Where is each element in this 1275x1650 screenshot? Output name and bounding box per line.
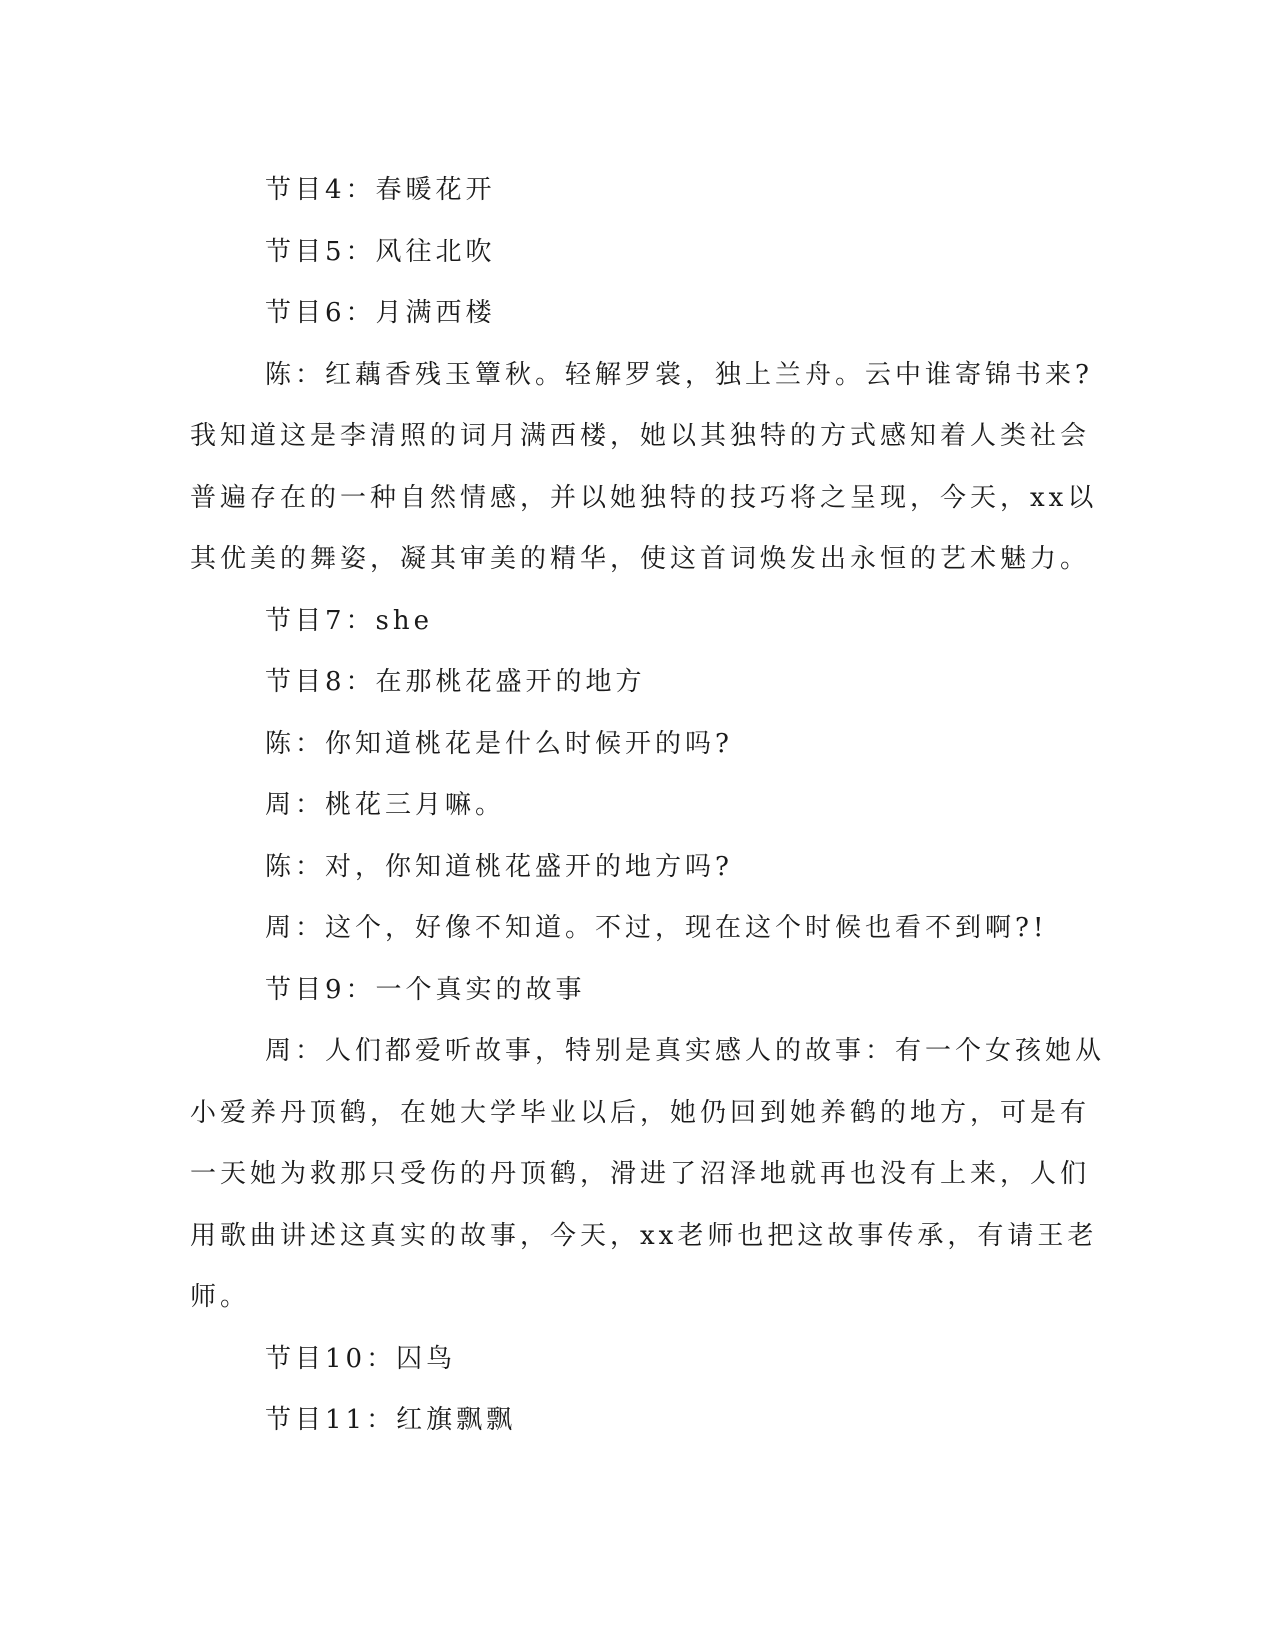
paragraph-line: 普遍存在的一种自然情感，并以她独特的技巧将之呈现，今天，xx以 — [190, 482, 1098, 513]
paragraph-line: 一天她为救那只受伤的丹顶鹤，滑进了沼泽地就再也没有上来，人们 — [190, 1159, 1091, 1189]
zhou-story-line: 周：人们都爱听故事，特别是真实感人的故事：有一个女孩她从 — [265, 1036, 1106, 1066]
program-5-line: 节目5：风往北吹 — [265, 236, 496, 267]
document-body — [190, 160, 1106, 1452]
program-8-line: 节目8：在那桃花盛开的地方 — [265, 667, 646, 697]
paragraph-line: 我知道这是李清照的词月满西楼，她以其独特的方式感知着人类社会 — [190, 421, 1091, 451]
dialogue-line-chen: 陈：你知道桃花是什么时候开的吗? — [265, 728, 733, 759]
paragraph-line: 小爱养丹顶鹤，在她大学毕业以后，她仍回到她养鹤的地方，可是有 — [190, 1097, 1091, 1128]
dialogue-line-zhou: 周：桃花三月嘛。 — [265, 790, 506, 820]
dialogue-line-zhou: 周：这个，好像不知道。不过，现在这个时候也看不到啊?! — [265, 913, 1048, 943]
program-11-line: 节目11：红旗飘飘 — [265, 1405, 517, 1435]
program-6-line: 节目6：月满西楼 — [265, 298, 496, 328]
chen-poem-line: 陈：红藕香残玉簟秋。轻解罗裳，独上兰舟。云中谁寄锦书来? — [265, 359, 1093, 390]
program-7-line: 节目7：she — [265, 605, 434, 636]
paragraph-line: 师。 — [190, 1282, 251, 1312]
paragraph-line: 其优美的舞姿，凝其审美的精华，使这首词焕发出永恒的艺术魅力。 — [190, 544, 1091, 574]
dialogue-line-chen: 陈：对，你知道桃花盛开的地方吗? — [265, 851, 733, 882]
program-10-line: 节目10：囚鸟 — [265, 1343, 457, 1374]
paragraph-line: 用歌曲讲述这真实的故事，今天，xx老师也把这故事传承，有请王老 — [190, 1220, 1098, 1251]
program-9-line: 节目9：一个真实的故事 — [265, 974, 586, 1005]
program-4-line: 节目4：春暖花开 — [265, 175, 496, 205]
